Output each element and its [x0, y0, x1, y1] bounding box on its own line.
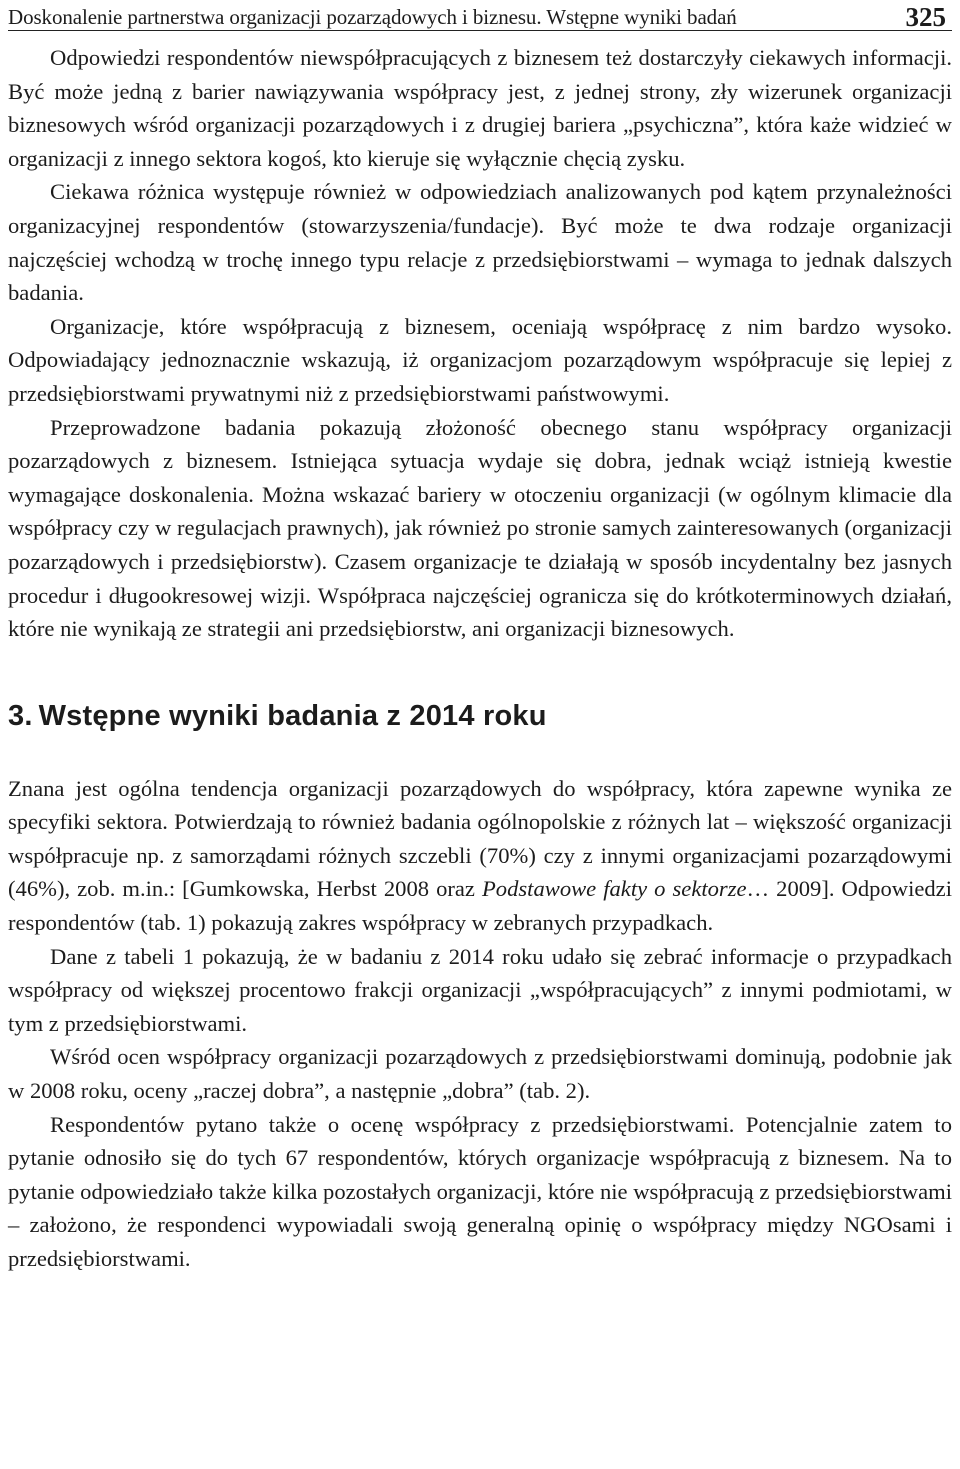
cited-title: Podstawowe fakty o sektorze: [481, 876, 747, 902]
paragraph: Organizacje, które współpracują z biznesem, oceniają współpracę z nim bardzo wysoko. Odpowiadający jednoznacznie wskazują, iż organizacjom pozarządowym współpracuje się lepiej z przedsiębiorstwami prywatnymi niż z przedsiębiorstwami państwowymi.: [8, 313, 952, 406]
paragraph: [8, 772, 952, 940]
section-number: 3.: [8, 699, 33, 732]
paragraph: Ciekawa różnica występuje również w odpowiedziach analizowanych pod kątem przynależności organizacyjnej respondentów (stowarzyszenia/fundacje). Być może te dwa rodzaje organizacji najczęściej wchodzą w trochę innego typu relacje z przedsiębiorstwami – wymaga to jednak dalszych badania.: [8, 179, 952, 306]
paragraph: Wśród ocen współpracy organizacji pozarządowych z przedsiębiorstwami dominują, podobnie jak w 2008 roku, oceny „raczej dobra”, a następnie „dobra” (tab. 2).: [8, 1044, 952, 1104]
paragraph: Respondentów pytano także o ocenę współpracy z przedsiębiorstwami. Potencjalnie zatem to pytanie odnosiło się do tych 67 respondentów, których organizacje współpracują z biznesem. Na to pytanie odpowiedziało także kilka pozostałych organizacji, które nie współpracują z przedsiębiorstwami – założono, że respondenci wypowiadali swoją generalną opinię o współpracy między NGOsami i przedsiębiorstwami.: [8, 1111, 952, 1271]
section-heading: [8, 698, 952, 734]
running-header: [8, 0, 952, 31]
running-title: Doskonalenie partnerstwa organizacji pozarządowych i biznesu. Wstępne wyniki badań: [8, 5, 737, 29]
paragraph: Odpowiedzi respondentów niewspółpracujących z biznesem też dostarczyły ciekawych informacji. Być może jedną z barier nawiązywania współpracy jest, z jednej strony, zły wizerunek organizacji biznesowych wśród organizacji pozarządowych i z drugiej bariera „psychiczna”, która każe widzieć w organizacji z innego sektora kogoś, kto kieruje się wyłącznie chęcią zysku.: [8, 45, 952, 171]
paragraph: Dane z tabeli 1 pokazują, że w badaniu z 2014 roku udało się zebrać informacje o przypadkach współpracy od większej procentowo frakcji organizacji „współpracujących” z innymi podmiotami, w tym z przedsiębiorstwami.: [8, 943, 952, 1036]
paragraph: Przeprowadzone badania pokazują złożoność obecnego stanu współpracy organizacji pozarządowych z biznesem. Istniejąca sytuacja wydaje się dobra, jednak wciąż istnieją kwestie wymagające doskonalenia. Można wskazać bariery w otoczeniu organizacji (w ogólnym klimacie dla współpracy czy w regulacjach prawnych), jak również po stronie samych zainteresowanych (organizacji pozarządowych i przedsiębiorstw). Czasem organizacje te działają w sposób incydentalny bez jasnych procedur i długookresowej wizji. Współpraca najczęściej ogranicza się do krótkoterminowych działań, które nie wynikają ze strategii ani przedsiębiorstw, ani organizacji biznesowych.: [8, 414, 952, 642]
body-text: [8, 41, 952, 1276]
paragraph-text: Znana jest ogólna tendencja organizacji pozarządowych do współpracy, która zapewne wynika ze specyfiki sektora. Potwierdzają to również badania ogólnopolskie z różnych lat – większość organizacji współpracuje np. z samorządami różnych szczebli (70%) czy z innymi organizacjami pozarządowymi (46%), zob. m.in.: [Gumkowska, Herbst 2008 oraz: [8, 775, 952, 902]
section-title: Wstępne wyniki badania z 2014 roku: [38, 699, 547, 732]
page-number: 325: [905, 2, 946, 32]
paragraph-text: … 2009]. Odpowiedzi respondentów (tab. 1) pokazują zakres współpracy w zebranych przypadkach.: [8, 876, 952, 936]
